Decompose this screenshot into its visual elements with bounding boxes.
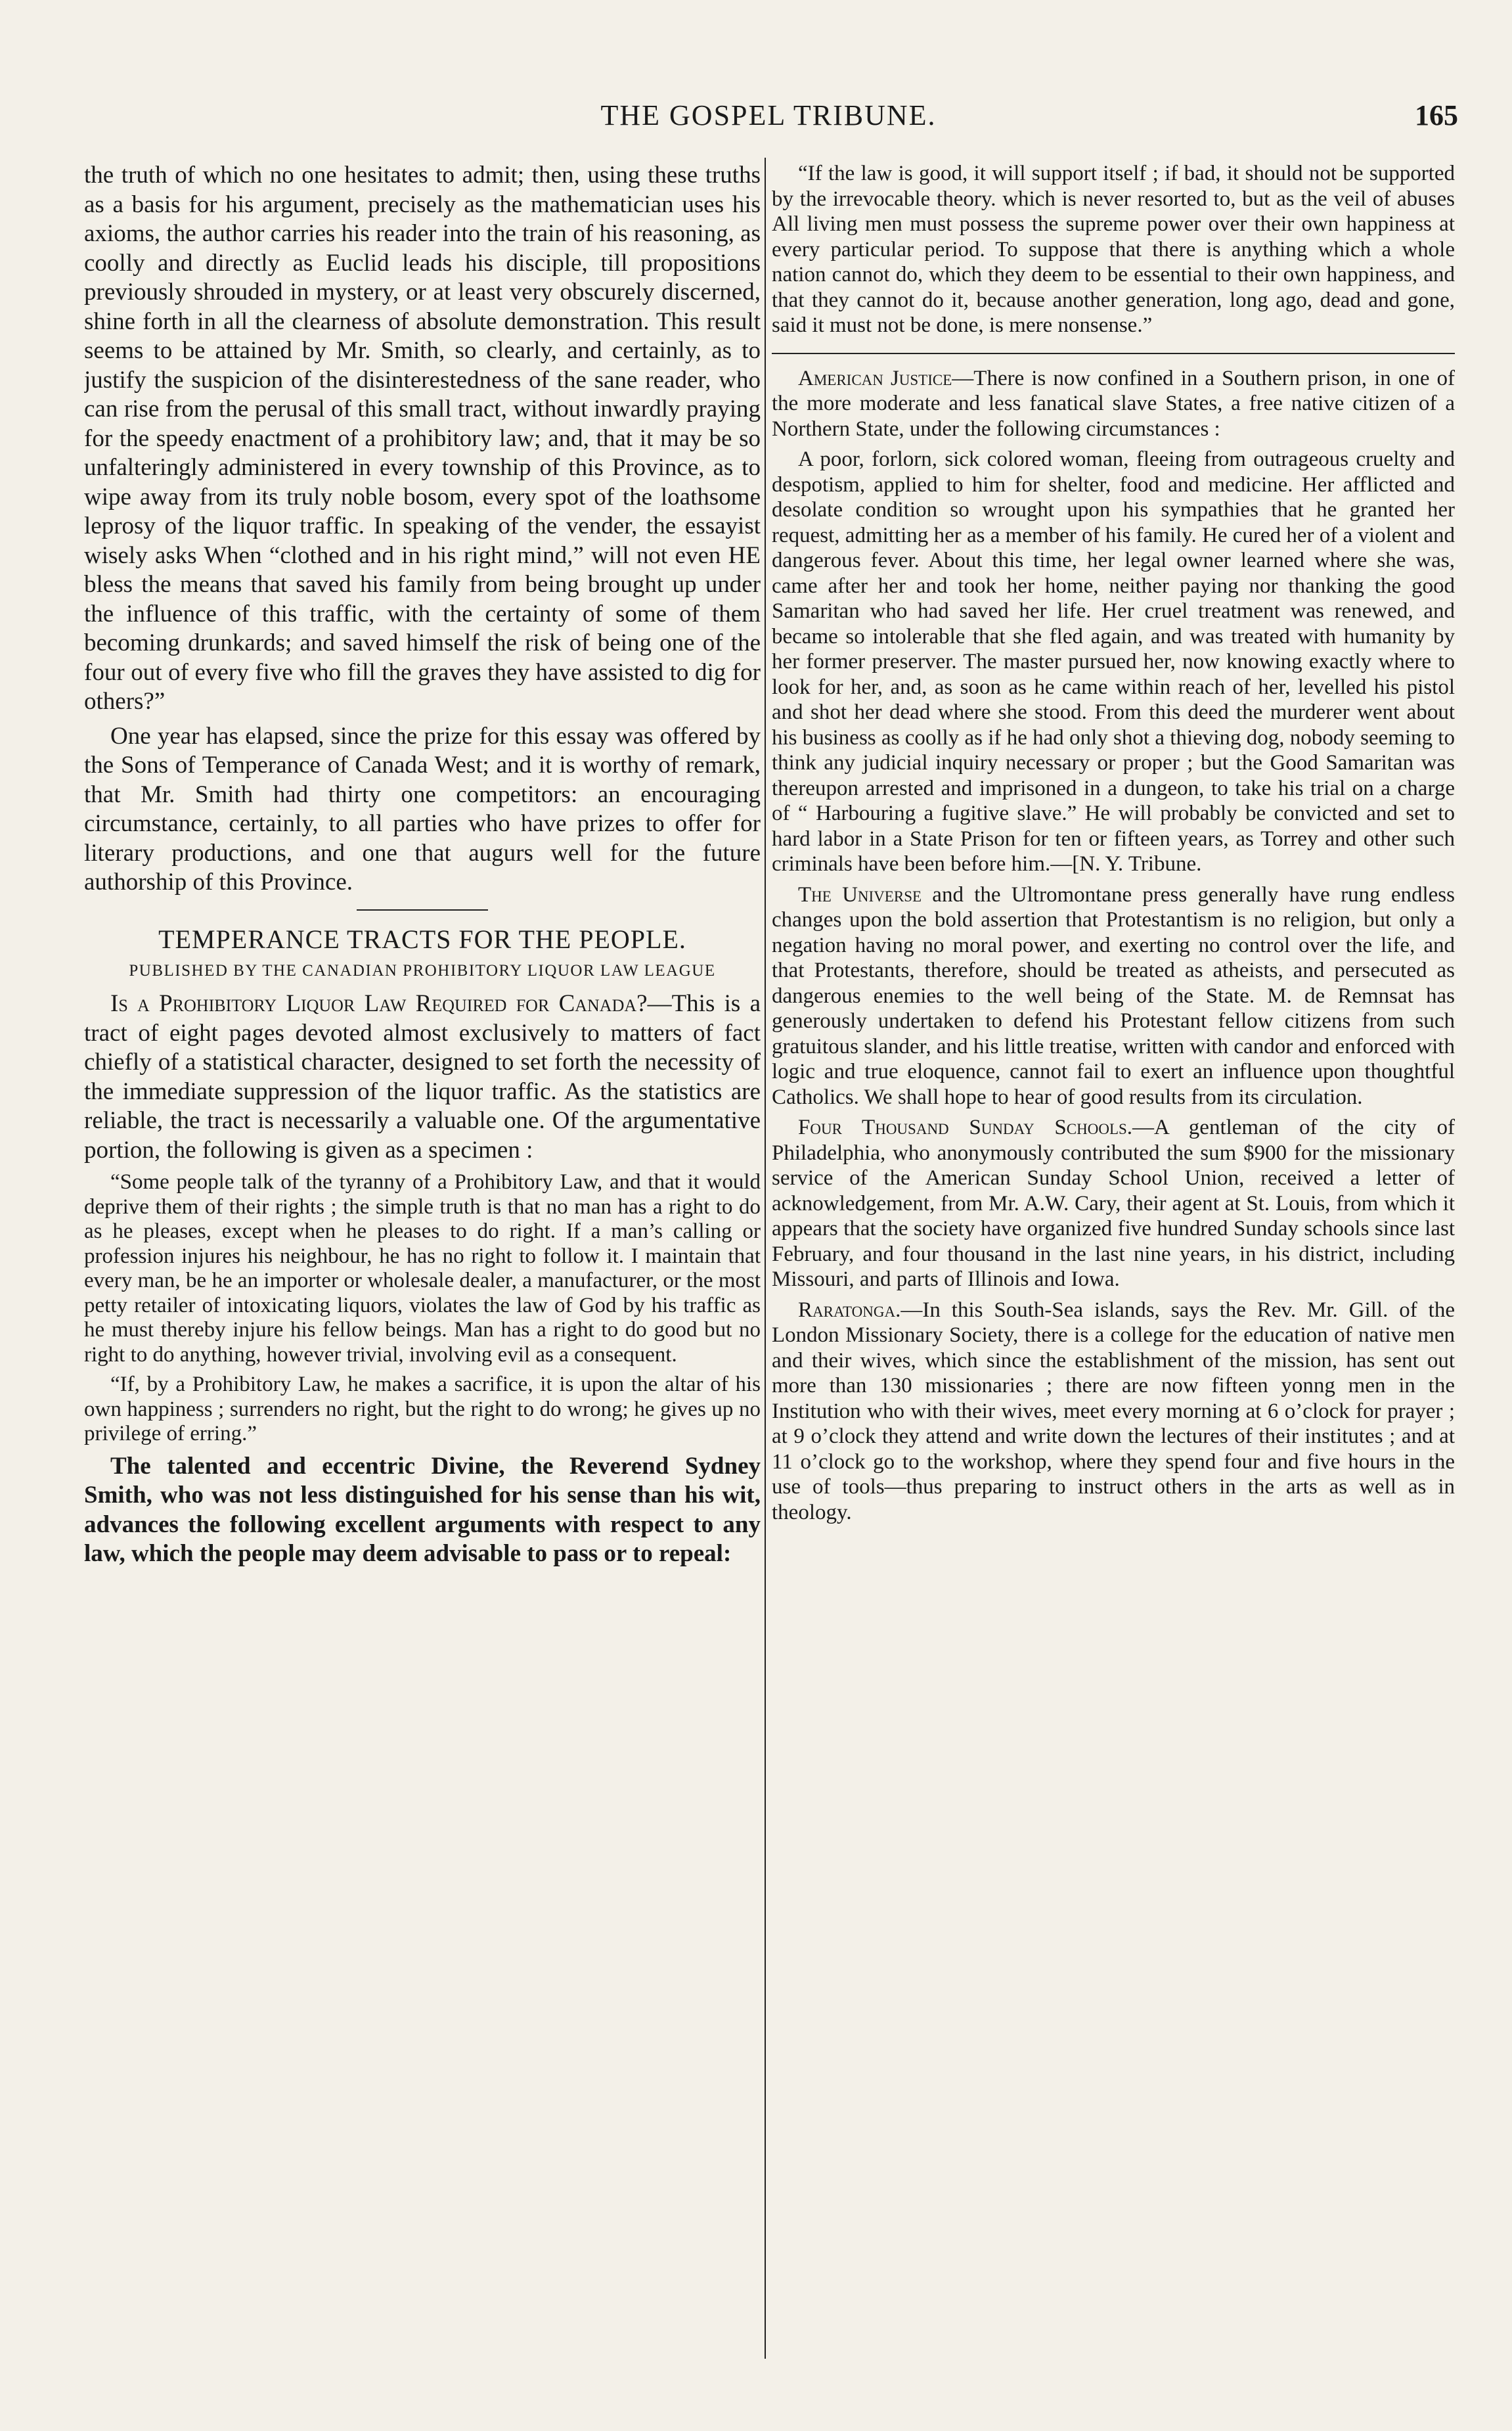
american-justice-heading: American Justice (798, 366, 952, 390)
sunday-schools-paragraph: Four Thousand Sunday Schools.—A gentleman of the city of Philadelphia, who anonymously contributed the sum $900 for the missionary service of the American Sunday School Union, received a letter of acknowledgement, from Mr. A.W. Cary, their agent at St. Louis, from which it appears that the society have organized five hundred Sunday schools since last February, and four thousand in the last nine years, in his district, including Missouri, and parts of Illinois and Iowa. (772, 1116, 1455, 1291)
american-justice-paragraph: American Justice—There is now confined in a Southern prison, in one of the more moderate and less fanatical slave States, a free native citizen of a Northern State, under the following circumstances : (772, 366, 1455, 441)
left-column (84, 161, 761, 2362)
tract-title: Is a Prohibitory Liquor Law Required for Canada? (110, 990, 648, 1017)
section-subtitle: PUBLISHED BY THE CANADIAN PROHIBITORY LIQUOR LAW LEAGUE (129, 962, 716, 980)
american-justice-story: A poor, forlorn, sick colored woman, fleeing from outrageous cruelty and despotism, applied to him for shelter, food and medicine. Her afflicted and desolate condition so wrought upon his sympathies that he granted her request, admitting her as a member of his family. He cured her of a violent and dangerous fever. About this time, her legal owner learned where she was, came after her and took her home, neither paying nor thanking the good Samaritan who had saved her life. Her cruel treatment was renewed, and became so intolerable that she fled again, and was treated with humanity by her former preserver. The master pursued her, now knowing exactly where to look for her, and, as soon as he came within reach of her, levelled his pistol and shot her dead where she stood. From this deed the murderer went about his business as coolly as if he had only shot a thieving dog, nobody seeming to think any judicial inquiry necessary or proper ; but the Good Samaritan was thereupon arrested and imprisoned in a dungeon, to take his trial on a charge of “ Harbouring a fugitive slave.” He will probably be convicted and set to hard labor in a State Prison for ten or fifteen years, as Torrey and other such criminals have been before him.—[N. Y. Tribune. (772, 447, 1455, 876)
tract-paragraph (84, 989, 761, 1165)
prize-paragraph: One year has elapsed, since the prize for this essay was offered by the Sons of Temperance of Canada West; and it is worthy of remark, that Mr. Smith had thirty one competitors: an encouraging circumstance, certainly, to all parties who have prizes to offer for literary productions, and one that augurs well for the future authorship of this Province. (84, 722, 761, 896)
article-divider (772, 353, 1455, 354)
universe-heading: The Universe (798, 882, 922, 907)
raratonga-paragraph: Raratonga.—In this South-Sea islands, says the Rev. Mr. Gill. of the London Missionary Society, there is a college for the education of native men and their wives, which since the establishment of the mission, has sent out more than 130 missionaries ; there are now fifteen yonng men in the Institution who with their wives, meet every morning at 6 o’clock for prayer ; at 9 o’clock they attend and write down the lectures of their institutes ; and at 11 o’clock go to the workshop, where they spend four and five hours in the use of tools—thus preparing to instruct others in the arts as well as in theology. (772, 1298, 1455, 1524)
raratonga-heading: Raratonga. (798, 1298, 901, 1322)
law-quote-paragraph: “If the law is good, it will support itself ; if bad, it should not be supported by the irrevocable theory. which is never resorted to, but as the veil of abuses All living men must possess the supreme power over their own happiness at every particular period. To suppose that there is anything which a whole nation cannot do, which they deem to be essential to their own happiness, and that they cannot do it, because another generation, long ago, dead and gone, said it must not be done, is mere nonsense.” (772, 162, 1455, 337)
quote-paragraph-1: “Some people talk of the tyranny of a Prohibitory Law, and that it would deprive them of their rights ; the simple truth is that no man has a right to do as he pleases, except when he pleases to do right. If a man’s calling or profession injures his neighbour, he has no right to follow it. I maintain that every man, be he an importer or wholesale dealer, a manufacturer, or the most petty retailer of intoxicating liquors, violates the law of God by his traffic as he must thereby injure his fellow beings. Man has a right to do good but no right to do anything, however trivial, involving evil as a consequent. (84, 1170, 761, 1367)
section-divider (357, 909, 488, 911)
essay-continuation-paragraph: the truth of which no one hesitates to admit; then, using these truths as a basis for his argument, precisely as the mathematician uses his axioms, the author carries his reader into the train of his reasoning, as coolly and directly as Euclid leads his disciple, till propositions previously shrouded in mystery, or at least very obscurely discerned, shine forth in all the clearness of absolute demonstration. This result seems to be attained by Mr. Smith, so clearly, and certainly, as to justify the suspicion of the disinterestedness of the sane reader, who can rise from the perusal of this small tract, without inwardly praying for the speedy enactment of a prohibitory law; and, that it may be so unfalteringly administered in every township of this Province, as to wipe away from its truly noble bosom, every spot of the loathsome leprosy of the liquor traffic. In speaking of the vender, the essayist wisely asks When “clothed and in his right mind,” will not even HE bless the means that saved his family from being brought up under the influence of this traffic, with the certainty of some of them becoming drunkards; and saved himself the risk of being one of the four out of every five who fill the graves they have assisted to dig for others?” (84, 162, 761, 715)
running-title: THE GOSPEL TRIBUNE. (600, 99, 937, 131)
universe-paragraph: The Universe and the Ultromontane press generally have rung endless changes upon the bold assertion that Protestantism is no religion, but only a negation having no moral power, and exerting no control over the life, and that Protestants, therefore, should be treated as atheists, and persecuted as dangerous enemies to the well being of the State. M. de Remnsat has generously undertaken to defend his Protestant fellow citizens from such gratuitous slander, and his little treatise, written with candor and enforced with logic and true eloquence, cannot fail to exert an influence upon thoughtful Catholics. We shall hope to hear of good results from its circulation. (772, 882, 1455, 1109)
page-number: 165 (1415, 99, 1458, 131)
sunday-schools-heading: Four Thousand Sunday Schools. (798, 1116, 1133, 1139)
quote-paragraph-2: “If, by a Prohibitory Law, he makes a sacrifice, it is upon the altar of his own happiness ; surrenders no right, but the right to do wrong; he gives up no privilege of erring.” (84, 1373, 761, 1445)
column-divider (765, 158, 766, 2359)
tract-quote (84, 1170, 761, 1447)
page-header (79, 99, 1458, 138)
sydney-smith-paragraph: The talented and eccentric Divine, the Reverend Sydney Smith, who was not less distinguished for his sense than his wit, advances the following excellent arguments with respect to any law, which the people may deem advisable to pass or to repeal: (84, 1452, 761, 1567)
right-column (772, 161, 1455, 2362)
tract-description: —This is a tract of eight pages devoted almost exclusively to matters of fact chiefly of a statistical character, designed to set forth the necessity of the immediate suppression of the liquor traffic. As the statistics are reliable, the tract is necessarily a valuable one. Of the argumentative portion, the following is given as a specimen : (84, 990, 761, 1164)
section-title: TEMPERANCE TRACTS FOR THE PEOPLE. (158, 924, 686, 954)
